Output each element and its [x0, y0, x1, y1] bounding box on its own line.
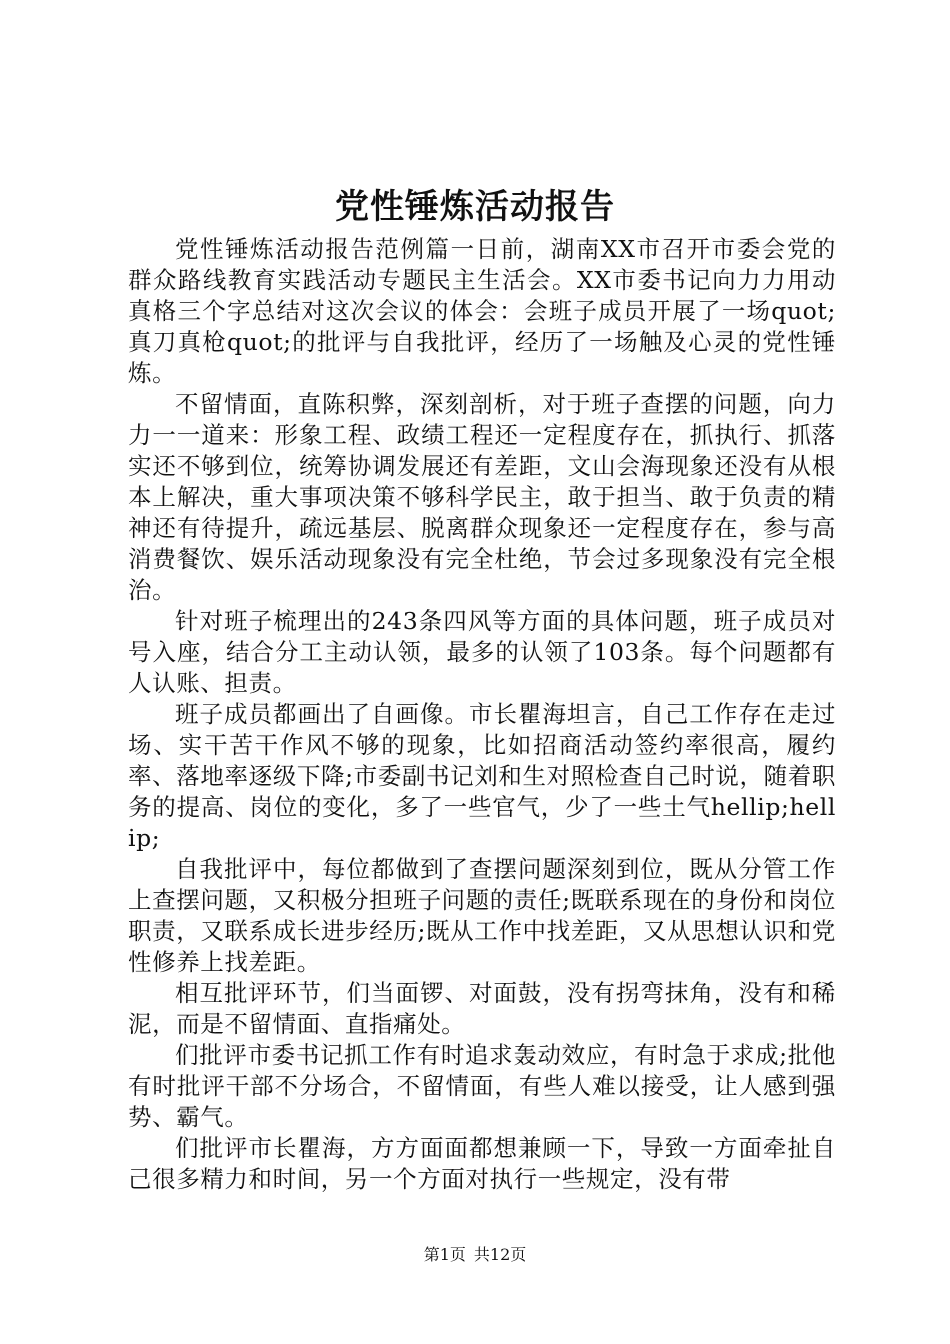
paragraph: 们批评市委书记抓工作有时追求轰动效应，有时急于求成;批他有时批评干部不分场合，不留情面，有些人难以接受，让人感到强势、霸气。 — [128, 1041, 836, 1131]
document-title: 党性锤炼活动报告 — [335, 187, 615, 227]
paragraph: 党性锤炼活动报告范例篇一日前，湖南XX市召开市委会党的群众路线教育实践活动专题民主生活会。XX市委书记向力力用动真格三个字总结对这次会议的体会：会班子成员开展了一场quot;真刀真枪quot;的批评与自我批评，经历了一场触及心灵的党性锤炼。 — [128, 235, 836, 387]
paragraph: 们批评市长瞿海，方方面面都想兼顾一下，导致一方面牵扯自己很多精力和时间，另一个方面对执行一些规定，没有带 — [128, 1134, 836, 1193]
document-body — [128, 234, 836, 1195]
paragraph: 针对班子梳理出的243条四风等方面的具体问题，班子成员对号入座，结合分工主动认领，最多的认领了103条。每个问题都有人认账、担责。 — [128, 607, 836, 697]
page-total: 共12页 — [473, 1245, 527, 1264]
paragraph: 班子成员都画出了自画像。市长瞿海坦言，自己工作存在走过场、实干苦干作风不够的现象，比如招商活动签约率很高，履约率、落地率逐级下降;市委副书记刘和生对照检查自己时说，随着职务的提高、岗位的变化，多了一些官气，少了一些土气hellip;hellip; — [128, 700, 836, 852]
paragraph: 不留情面，直陈积弊，深刻剖析，对于班子查摆的问题，向力力一一道来：形象工程、政绩工程还一定程度存在，抓执行、抓落实还不够到位，统筹协调发展还有差距，文山会海现象还没有从根本上解决，重大事项决策不够科学民主，敢于担当、敢于负责的精神还有待提升，疏远基层、脱离群众现象还一定程度存在，参与高消费餐饮、娱乐活动现象没有完全杜绝，节会过多现象没有完全根治。 — [128, 390, 836, 604]
page-number: 第1页 — [423, 1245, 466, 1264]
paragraph: 自我批评中，每位都做到了查摆问题深刻到位，既从分管工作上查摆问题，又积极分担班子问题的责任;既联系现在的身份和岗位职责，又联系成长进步经历;既从工作中找差距，又从思想认识和党性修养上找差距。 — [128, 855, 836, 976]
paragraph: 相互批评环节，们当面锣、对面鼓，没有拐弯抹角，没有和稀泥，而是不留情面、直指痛处。 — [128, 979, 836, 1038]
page-footer — [0, 1244, 950, 1266]
